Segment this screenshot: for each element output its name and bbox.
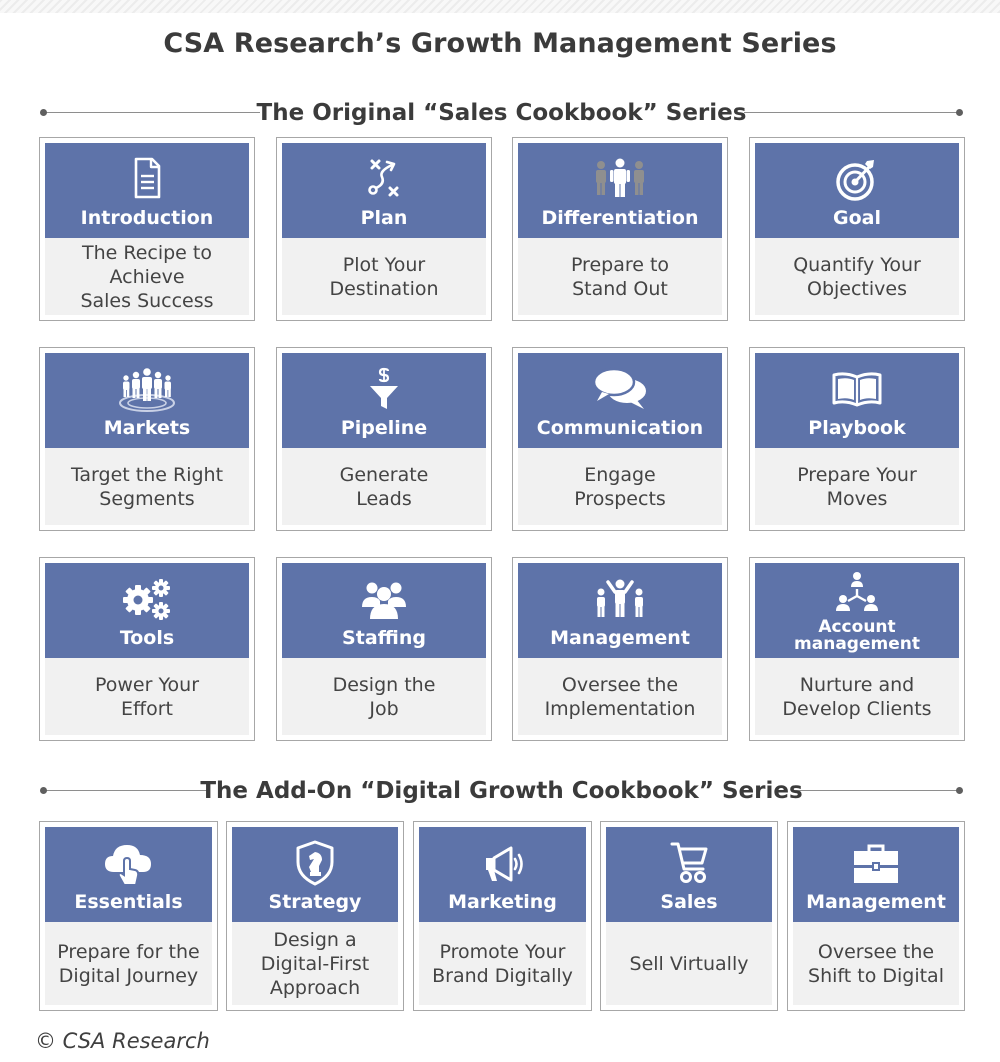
- megaphone-icon: [473, 839, 533, 887]
- card-goal[interactable]: [749, 137, 965, 321]
- card-description: Design a Digital-First Approach: [260, 928, 370, 999]
- card-title: Communication: [536, 417, 704, 439]
- card-header: [755, 353, 959, 448]
- card-title: Sales: [660, 891, 718, 913]
- card-description: Oversee the Implementation: [544, 673, 696, 720]
- hierarchy-icon: [827, 569, 887, 617]
- card-description: Promote Your Brand Digitally: [432, 940, 573, 987]
- card-header: [518, 353, 722, 448]
- card-body: [755, 448, 959, 525]
- card-header: [282, 143, 486, 238]
- card-description: Quantify Your Objectives: [793, 253, 921, 300]
- card-header: [45, 563, 249, 658]
- card-title: Marketing: [448, 891, 557, 913]
- card-title: Tools: [119, 627, 175, 649]
- card-header: [45, 353, 249, 448]
- card-body: [45, 448, 249, 525]
- card-header: [518, 143, 722, 238]
- card-digital-management[interactable]: [787, 821, 965, 1011]
- section-title: The Add-On “Digital Growth Cookbook” Series: [200, 778, 803, 804]
- card-plan[interactable]: [276, 137, 492, 321]
- card-description: The Recipe to Achieve Sales Success: [80, 241, 214, 312]
- card-title: Essentials: [74, 891, 183, 913]
- card-body: [232, 922, 398, 1005]
- cloud-touch-icon: [99, 839, 159, 887]
- team-icon: [354, 575, 414, 623]
- leader-icon: [590, 575, 650, 623]
- card-tools[interactable]: [39, 557, 255, 741]
- card-marketing[interactable]: [413, 821, 592, 1011]
- gears-icon: [117, 575, 177, 623]
- document-icon: [117, 155, 177, 203]
- card-header: [755, 143, 959, 238]
- card-body: [606, 922, 772, 1005]
- speech-bubbles-icon: [590, 365, 650, 413]
- card-staffing[interactable]: [276, 557, 492, 741]
- card-title: Management: [550, 627, 690, 649]
- card-body: [45, 658, 249, 735]
- card-introduction[interactable]: [39, 137, 255, 321]
- briefcase-icon: [846, 839, 906, 887]
- card-title: Markets: [103, 417, 191, 439]
- card-body: [518, 658, 722, 735]
- card-title: Playbook: [808, 417, 906, 439]
- copyright-footer: © CSA Research: [35, 1029, 210, 1053]
- card-description: Generate Leads: [339, 463, 429, 510]
- page-title: CSA Research’s Growth Management Series: [163, 28, 837, 59]
- section-title: The Original “Sales Cookbook” Series: [256, 100, 747, 126]
- card-body: [793, 922, 959, 1005]
- card-body: [755, 238, 959, 315]
- card-description: Engage Prospects: [574, 463, 666, 510]
- card-description: Sell Virtually: [629, 952, 749, 975]
- top-decorative-strip: [0, 0, 1000, 13]
- shield-chess-icon: [285, 839, 345, 887]
- card-description: Oversee the Shift to Digital: [808, 940, 944, 987]
- card-communication[interactable]: [512, 347, 728, 531]
- card-markets[interactable]: [39, 347, 255, 531]
- card-playbook[interactable]: [749, 347, 965, 531]
- route-plan-icon: [354, 155, 414, 203]
- card-header: [282, 563, 486, 658]
- card-header: [45, 827, 212, 922]
- target-icon: [827, 155, 887, 203]
- card-title: Strategy: [268, 891, 362, 913]
- card-title: Management: [806, 891, 946, 913]
- card-header: [282, 353, 486, 448]
- card-strategy[interactable]: [226, 821, 404, 1011]
- card-description: Prepare Your Moves: [797, 463, 917, 510]
- card-description: Nurture and Develop Clients: [782, 673, 932, 720]
- card-description: Prepare to Stand Out: [570, 253, 670, 300]
- card-essentials[interactable]: [39, 821, 218, 1011]
- card-body: [282, 238, 486, 315]
- card-header: [755, 563, 959, 658]
- card-body: [282, 448, 486, 525]
- card-body: [518, 448, 722, 525]
- section-header-digital-growth-cookbook: [40, 774, 963, 808]
- card-header: [518, 563, 722, 658]
- card-description: Prepare for the Digital Journey: [57, 940, 200, 987]
- card-description: Power Your Effort: [94, 673, 200, 720]
- card-sales[interactable]: [600, 821, 778, 1011]
- card-title: Introduction: [80, 207, 214, 229]
- card-description: Plot Your Destination: [329, 253, 439, 300]
- card-header: [606, 827, 772, 922]
- card-body: [45, 922, 212, 1005]
- card-pipeline[interactable]: [276, 347, 492, 531]
- card-header: [419, 827, 586, 922]
- card-title: Plan: [360, 207, 408, 229]
- group-target-icon: [117, 365, 177, 413]
- funnel-dollar-icon: [354, 365, 414, 413]
- card-title: Staffing: [342, 627, 426, 649]
- card-header: [232, 827, 398, 922]
- card-body: [419, 922, 586, 1005]
- card-body: [518, 238, 722, 315]
- card-title: Goal: [833, 207, 881, 229]
- card-differentiation[interactable]: [512, 137, 728, 321]
- card-title: Differentiation: [541, 207, 699, 229]
- card-header: [45, 143, 249, 238]
- card-body: [45, 238, 249, 315]
- card-title: Pipeline: [340, 417, 428, 439]
- card-account-management[interactable]: [749, 557, 965, 741]
- card-body: [282, 658, 486, 735]
- card-body: [755, 658, 959, 735]
- card-description: Target the Right Segments: [70, 463, 224, 510]
- section-header-sales-cookbook: [40, 96, 963, 130]
- card-management[interactable]: [512, 557, 728, 741]
- open-book-icon: [827, 365, 887, 413]
- card-title: Account management: [794, 617, 920, 654]
- standout-people-icon: [590, 155, 650, 203]
- card-description: Design the Job: [332, 673, 436, 720]
- card-header: [793, 827, 959, 922]
- cart-icon: [659, 839, 719, 887]
